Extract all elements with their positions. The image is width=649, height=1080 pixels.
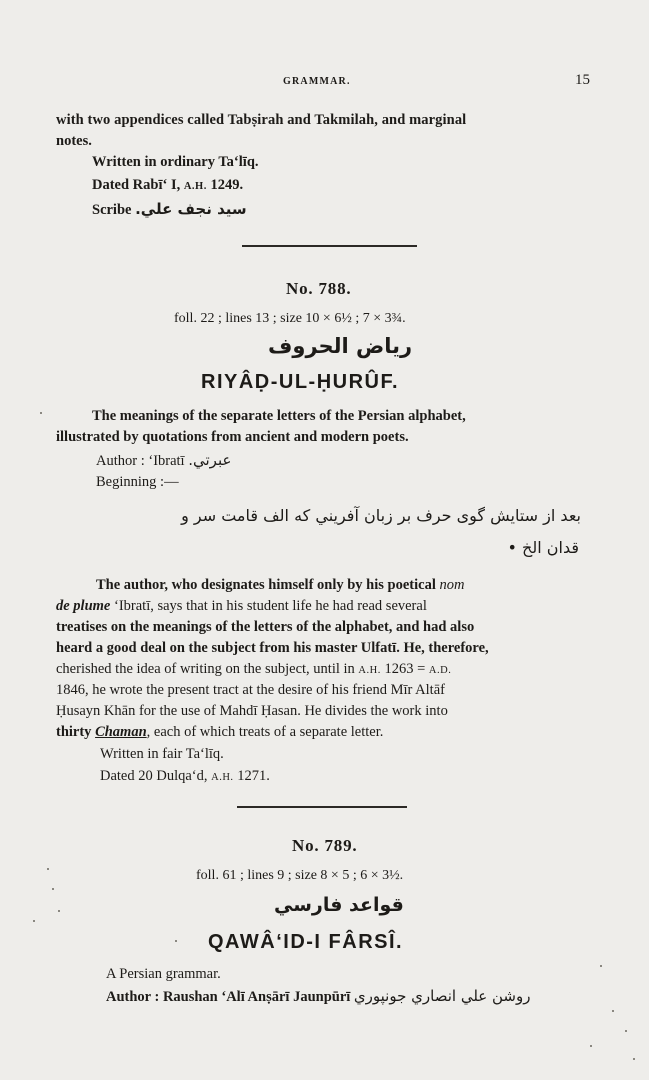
top-entry-dated-era: A.H.	[183, 181, 207, 192]
entry-788-dated	[100, 768, 270, 785]
scribe-label: Scribe	[92, 202, 132, 218]
top-entry-dated-year: 1249.	[210, 177, 244, 193]
top-entry-line-1: with two appendices called Tabṣirah and Takmilah, and marginal	[56, 112, 467, 128]
top-entry-line-2: notes.	[56, 133, 92, 149]
entry-788-beginning: Beginning :—	[96, 474, 179, 490]
author-label: Author :	[106, 989, 160, 1005]
para5-year: 1263 =	[384, 661, 426, 677]
top-entry-written: Written in ordinary Ta‘līq.	[92, 154, 259, 170]
entry-789-number: No. 789.	[292, 836, 358, 855]
para5-era: A.H.	[358, 665, 381, 676]
entry-789-title: QAWÂ‘ID-I FÂRSÎ.	[208, 931, 404, 953]
entry-789-meta: foll. 61 ; lines 9 ; size 8 × 5 ; 6 × 3½.	[196, 868, 404, 883]
entry-788-number: No. 788.	[286, 279, 352, 298]
para5-ad: A.D.	[428, 665, 452, 676]
para8-text: thirty	[56, 724, 92, 740]
entry-788-incipit-1: بعد از ستايش گوى حرف بر زبان آفريني كه الف قامت سر و	[181, 506, 581, 525]
dated-year: 1271.	[237, 768, 270, 784]
author-name-arabic: روشن علي انصاري جونپوري	[353, 987, 531, 1005]
author-name: ‘Ibratī	[148, 453, 185, 469]
page-header	[0, 72, 649, 92]
entry-789-author	[106, 987, 530, 1006]
author-name-arabic: عبرتي.	[188, 451, 232, 469]
entry-788-para-line-6: 1846, he wrote the present tract at the desire of his friend Mīr Altāf	[56, 682, 445, 698]
entry-788-written: Written in fair Ta‘līq.	[100, 746, 224, 762]
entry-789-arabic-title: قواعد فارسي	[274, 894, 404, 916]
para8-rest: , each of which treats of a separate letter.	[146, 724, 384, 740]
section-divider	[242, 245, 417, 247]
desc-1-text: The meanings of the separate letters of the Persian alphabet,	[92, 408, 466, 424]
entry-789-desc: A Persian grammar.	[106, 966, 221, 982]
entry-788-para-line-2	[56, 598, 427, 615]
para1-text: The author, who designates himself only by his poetical	[96, 577, 436, 593]
page-number: 15	[575, 72, 590, 88]
entry-788-para-line-5	[56, 661, 451, 678]
top-entry-scribe	[92, 200, 247, 219]
entry-788-desc-2: illustrated by quotations from ancient and modern poets.	[56, 429, 409, 445]
entry-788-arabic-title: رياض الحروف	[268, 334, 413, 358]
entry-788-author	[96, 451, 231, 470]
dated-prefix: Dated 20 Dulqa‘d,	[100, 768, 208, 784]
top-entry-dated-prefix: Dated Rabī‘ I,	[92, 177, 181, 193]
entry-788-desc-1	[92, 408, 466, 425]
entry-788-para-line-7: Ḥusayn Khān for the use of Mahdī Ḥasan. He divides the work into	[56, 703, 448, 719]
para2-italic: de plume	[56, 598, 111, 614]
dated-era: A.H.	[211, 772, 234, 783]
top-entry-dated	[92, 177, 243, 194]
entry-788-para-line-1	[96, 577, 464, 594]
author-name: Raushan ‘Alī Anṣārī Jaunpūrī	[162, 989, 351, 1005]
entry-788-incipit-2: قدان الخ •	[507, 538, 579, 557]
section-divider	[237, 806, 407, 808]
entry-788-title: RIYÂḌ-UL-ḤURÛF.	[201, 371, 400, 393]
para8-italic: Chaman	[95, 724, 147, 740]
entry-788-meta: foll. 22 ; lines 13 ; size 10 × 6½ ; 7 × 3¾.	[174, 311, 406, 326]
entry-788-para-line-4: heard a good deal on the subject from his master Ulfatī. He, therefore,	[56, 640, 489, 656]
para5-text: cherished the idea of writing on the subject, until in	[56, 661, 355, 677]
scribe-name-arabic: سيد نجف علي.	[135, 200, 247, 218]
para2-text: ‘Ibratī, says that in his student life he had read several	[114, 598, 427, 614]
para1-italic: nom	[439, 577, 465, 593]
running-title: GRAMMAR.	[283, 76, 351, 87]
author-label: Author :	[96, 453, 145, 469]
entry-788-para-line-3: treatises on the meanings of the letters of the alphabet, and had also	[56, 619, 475, 635]
entry-788-para-line-8	[56, 724, 383, 741]
